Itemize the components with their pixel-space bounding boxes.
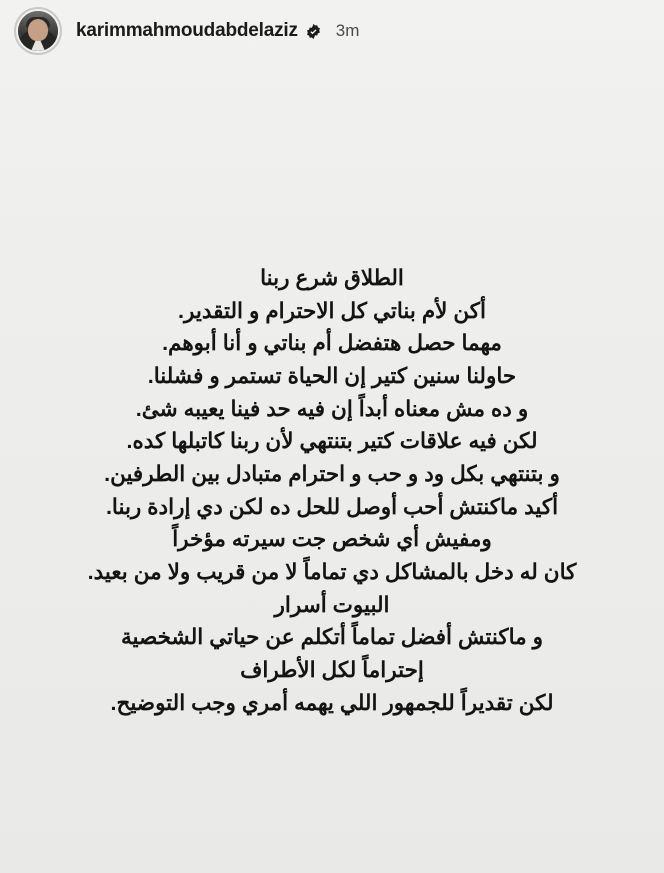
story-text-line: أكيد ماكنتش أحب أوصل للحل ده لكن دي إرادة ربنا. [105, 494, 559, 519]
story-text-line: أكن لأم بناتي كل الاحترام و التقدير. [178, 298, 486, 323]
story-header [0, 0, 664, 62]
story-text-line: و ماكنتش أفضل تماماً أتكلم عن حياتي الشخصية [120, 625, 544, 650]
verified-badge-icon [305, 23, 322, 40]
story-text-line: حاولنا سنين كتير إن الحياة تستمر و فشلنا. [147, 364, 517, 389]
story-text-line: كان له دخل بالمشاكل دي تماماً لا من قريب ولا من بعيد. [87, 560, 577, 585]
account-info[interactable] [76, 20, 359, 42]
story-text-line: مهما حصل هتفضل أم بناتي و أنا أبوهم. [162, 331, 502, 356]
story-text-line: و ده مش معناه أبداً إن فيه حد فينا يعيبه شئ. [135, 396, 529, 421]
story-text-line: البيوت أسرار [274, 592, 390, 617]
story-text-line: و بتنتهي بكل ود و حب و احترام متبادل بين الطرفين. [104, 462, 560, 487]
story-text-line: الطلاق شرع ربنا [260, 266, 404, 290]
story-text-block [0, 262, 664, 719]
avatar-face-shape [28, 19, 48, 41]
username-label: karimmahmoudabdelaziz [76, 20, 298, 41]
story-text-line: ومفيش أي شخص جت سيرته مؤخراً [172, 527, 492, 552]
avatar[interactable] [14, 7, 62, 55]
avatar-image [18, 11, 58, 51]
story-text-line: لكن فيه علاقات كتير بتنتهي لأن ربنا كاتبلها كده. [126, 429, 538, 454]
story-timestamp: 3m [335, 21, 360, 40]
story-text-line: إحتراماً لكل الأطراف [240, 658, 424, 683]
story-text-line: لكن تقديراً للجمهور اللي يهمه أمري وجب التوضيح. [110, 690, 554, 715]
